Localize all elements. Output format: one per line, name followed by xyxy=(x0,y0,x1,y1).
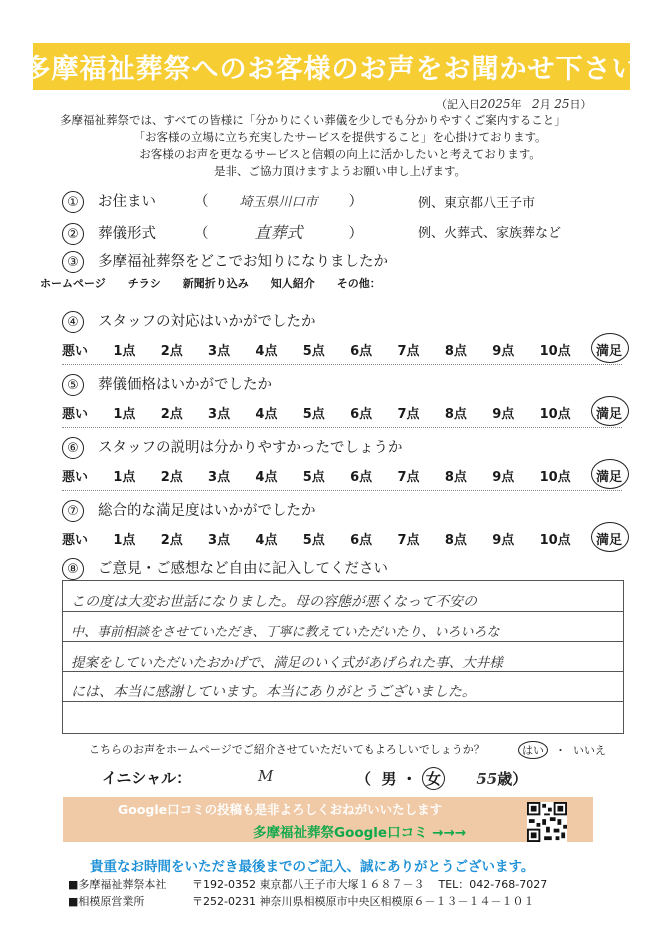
rating-option[interactable]: 9点 xyxy=(492,344,515,359)
arrow-icon: →→→ xyxy=(432,825,467,841)
q6-rating-scale xyxy=(62,466,622,485)
gender-male[interactable]: 男 xyxy=(381,770,397,788)
option-flyer[interactable]: チラシ xyxy=(127,277,161,290)
initials-label: イニシャル： xyxy=(102,769,192,787)
q1-address: ① お住まい （ 埼玉県川口市 ） xyxy=(62,190,363,213)
q5-price: ⑤ 葬儀価格はいかがでしたか xyxy=(62,373,272,396)
rating-option[interactable]: 悪い xyxy=(62,470,89,485)
divider xyxy=(62,364,622,365)
rating-option[interactable]: 3点 xyxy=(208,533,231,548)
comment-line: この度は大変お世話になりました。母の容態が悪くなって不安の xyxy=(71,594,477,610)
rating-option-selected[interactable]: 満足 xyxy=(596,529,622,548)
rating-option[interactable]: 4点 xyxy=(255,407,278,422)
google-review-link[interactable]: 多摩福祉葬祭Google口コミ →→→ xyxy=(253,825,467,841)
rating-option[interactable]: 2点 xyxy=(160,470,183,485)
q4-staff-response: ④ スタッフの対応はいかがでしたか xyxy=(62,310,316,333)
date-day: 25 xyxy=(554,97,570,111)
rating-option[interactable]: 3点 xyxy=(208,344,231,359)
qr-code-icon[interactable] xyxy=(527,802,567,842)
rating-option[interactable]: 10点 xyxy=(539,470,571,485)
rating-option[interactable]: 5点 xyxy=(302,407,325,422)
rating-option[interactable]: 8点 xyxy=(444,344,467,359)
rating-option[interactable]: 6点 xyxy=(350,344,373,359)
rule-line xyxy=(63,611,623,612)
rating-option[interactable]: 悪い xyxy=(62,344,89,359)
rating-option[interactable]: 6点 xyxy=(350,407,373,422)
q3-options xyxy=(40,275,381,291)
rule-line xyxy=(63,641,623,642)
divider xyxy=(62,490,622,491)
intro-text: 多摩福祉葬祭では、すべての皆様に「分かりにくい葬儀を少しでも分かりやすくご案内すること」 「お客様の立場に立ち充実したサービスを提供すること」を心掛けております。 お客様のお声を更なるサービスと信頼の向上に活かしたいと考えております。 是非、ご協力頂けますようお願い申し上げます。 xyxy=(60,113,566,178)
q1-example: 例、東京都八王子市 xyxy=(418,196,536,211)
rating-option[interactable]: 5点 xyxy=(302,533,325,548)
rating-option[interactable]: 10点 xyxy=(539,344,571,359)
rating-option[interactable]: 7点 xyxy=(397,407,420,422)
q8-comments: ⑧ ご意見・ご感想など自由に記入してください xyxy=(62,557,388,580)
divider xyxy=(62,427,622,428)
initials-value[interactable]: M xyxy=(258,767,274,785)
footer-headquarters: ■多摩福祉葬祭本社 〒192-0352 東京都八王子市大塚１６８７－３ TEL：042-768-7027 xyxy=(68,878,548,891)
thanks-message: 貴重なお時間をいただき最後までのご記入、誠にありがとうございます。 xyxy=(90,859,535,875)
comment-line: 提案をしていただいたおかげで、満足のいく式があげられた事、大井様 xyxy=(71,655,503,671)
entry-date: （記入日2025年 2月 25日） xyxy=(436,97,592,111)
rating-option[interactable]: 10点 xyxy=(539,533,571,548)
permission-answer: はい ・ いいえ xyxy=(518,741,606,759)
q2-example: 例、火葬式、家族葬など xyxy=(418,226,562,241)
comment-box[interactable] xyxy=(62,580,624,734)
rating-option[interactable]: 2点 xyxy=(160,407,183,422)
q6-explanation: ⑥ スタッフの説明は分かりやすかったでしょうか xyxy=(62,436,403,459)
rating-option[interactable]: 7点 xyxy=(397,533,420,548)
rating-option[interactable]: 2点 xyxy=(160,344,183,359)
q1-answer[interactable]: 埼玉県川口市 xyxy=(239,195,318,210)
rating-option[interactable]: 6点 xyxy=(350,533,373,548)
rating-option[interactable]: 7点 xyxy=(397,344,420,359)
rating-option[interactable]: 4点 xyxy=(255,344,278,359)
q4-rating-scale xyxy=(62,340,622,359)
rating-option[interactable]: 8点 xyxy=(444,533,467,548)
rating-option[interactable]: 6点 xyxy=(350,470,373,485)
rating-option[interactable]: 8点 xyxy=(444,470,467,485)
rating-option[interactable]: 7点 xyxy=(397,470,420,485)
rating-option-selected[interactable]: 満足 xyxy=(596,403,622,422)
page-title: 多摩福祉葬祭へのお客様のお声をお聞かせ下さい xyxy=(23,54,640,85)
date-month: 2 xyxy=(532,97,540,111)
rating-option[interactable]: 3点 xyxy=(208,407,231,422)
rating-option[interactable]: 8点 xyxy=(444,407,467,422)
rating-option-selected[interactable]: 満足 xyxy=(596,340,622,359)
option-referral[interactable]: 知人紹介 xyxy=(270,277,315,290)
q2-funeral-type: ② 葬儀形式 （ 直葬式 ） xyxy=(62,220,363,245)
permission-yes[interactable]: はい xyxy=(518,741,548,759)
rating-option[interactable]: 4点 xyxy=(255,470,278,485)
q7-overall: ⑦ 総合的な満足度はいかがでしたか xyxy=(62,499,316,522)
gender-age: （ 男 ・ 女 55歳） xyxy=(356,767,527,790)
age-value[interactable]: 55 xyxy=(476,770,498,788)
q7-rating-scale xyxy=(62,529,622,548)
google-review-request: Google口コミの投稿も是非よろしくおねがいいたします xyxy=(118,802,443,817)
header-banner xyxy=(23,43,640,90)
footer-sagamihara-office: ■相模原営業所 〒252-0231 神奈川県相模原市中央区相模原６－１３－１４－１０１ xyxy=(68,895,535,908)
rating-option[interactable]: 9点 xyxy=(492,533,515,548)
rating-option[interactable]: 9点 xyxy=(492,470,515,485)
rating-option[interactable]: 1点 xyxy=(113,344,136,359)
rating-option[interactable]: 3点 xyxy=(208,470,231,485)
rating-option-selected[interactable]: 満足 xyxy=(596,466,622,485)
q5-rating-scale xyxy=(62,403,622,422)
rating-option[interactable]: 1点 xyxy=(113,533,136,548)
option-homepage[interactable]: ホームページ xyxy=(40,277,106,290)
rating-option[interactable]: 10点 xyxy=(539,407,571,422)
rating-option[interactable]: 5点 xyxy=(302,344,325,359)
option-other[interactable]: その他： xyxy=(336,277,381,290)
q3-source: ③ 多摩福祉葬祭をどこでお知りになりましたか xyxy=(62,250,388,273)
rating-option[interactable]: 悪い xyxy=(62,533,89,548)
rating-option[interactable]: 悪い xyxy=(62,407,89,422)
rule-line xyxy=(63,701,623,702)
rating-option[interactable]: 1点 xyxy=(113,470,136,485)
rating-option[interactable]: 5点 xyxy=(302,470,325,485)
rating-option[interactable]: 1点 xyxy=(113,407,136,422)
rating-option[interactable]: 4点 xyxy=(255,533,278,548)
permission-question: こちらのお声をホームページでご紹介させていただいてもよろしいでしょうか？ xyxy=(89,743,485,756)
comment-line: 中、事前相談をさせていただき、丁寧に教えていただいたり、いろいろな xyxy=(71,625,500,640)
rule-line xyxy=(63,671,623,672)
rating-option[interactable]: 9点 xyxy=(492,407,515,422)
gender-female[interactable]: 女 xyxy=(422,767,445,790)
option-newspaper-insert[interactable]: 新聞折り込み xyxy=(182,277,249,290)
date-year: 2025 xyxy=(480,97,511,111)
q2-answer[interactable]: 直葬式 xyxy=(254,223,303,242)
rating-option[interactable]: 2点 xyxy=(160,533,183,548)
permission-no[interactable]: いいえ xyxy=(573,744,606,757)
comment-line: には、本当に感謝しています。本当にありがとうございました。 xyxy=(71,684,476,700)
